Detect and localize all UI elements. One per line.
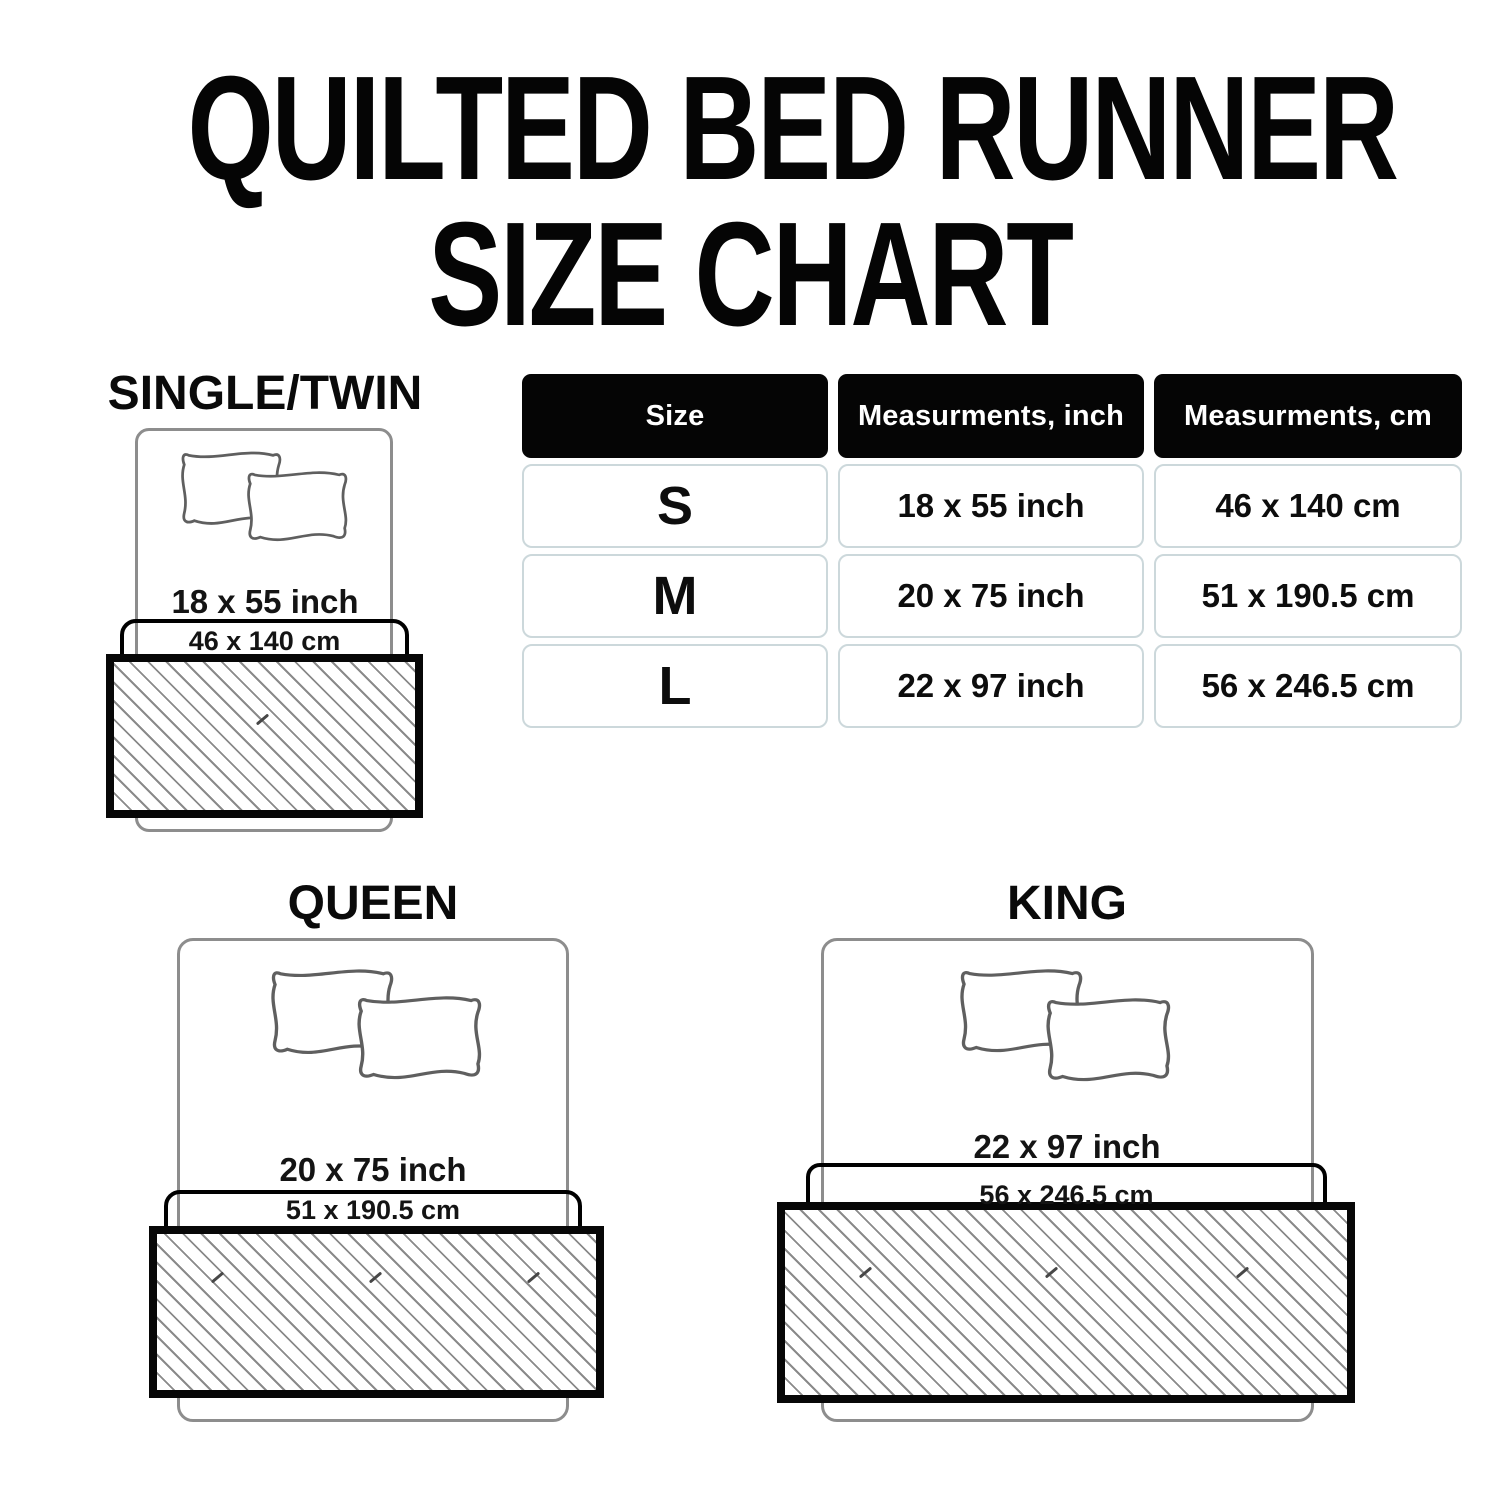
- dimension-cm-king: 56 x 246.5 cm: [979, 1180, 1154, 1210]
- table-cell-l-inch: 22 x 97 inch: [838, 644, 1144, 728]
- stitch-mark-icon: [210, 1272, 223, 1284]
- section-label-single-twin: SINGLE/TWIN: [107, 367, 423, 420]
- size-table: [522, 374, 1462, 728]
- page-title-line2: SIZE CHART: [428, 192, 1072, 357]
- table-header-size: Size: [522, 374, 828, 458]
- pillow-icon: [351, 990, 487, 1085]
- stitch-mark-icon: [859, 1267, 872, 1279]
- section-label-queen: QUEEN: [287, 877, 459, 930]
- stitch-mark-icon: [256, 714, 269, 726]
- table-cell-s-inch: 18 x 55 inch: [838, 464, 1144, 548]
- dimension-inch-queen: 20 x 75 inch: [279, 1151, 467, 1188]
- table-cell-m-cm: 51 x 190.5 cm: [1154, 554, 1462, 638]
- table-cell-m-size: M: [522, 554, 828, 638]
- table-cell-s-size: S: [522, 464, 828, 548]
- section-label-king: KING: [1007, 877, 1127, 930]
- dimension-cm-queen: 51 x 190.5 cm: [285, 1195, 461, 1225]
- pillow-icon: [1040, 992, 1176, 1087]
- stitch-mark-icon: [1044, 1267, 1057, 1279]
- dimension-inch-king: 22 x 97 inch: [973, 1128, 1161, 1165]
- bed-runner-swatch-single-twin: [106, 654, 423, 818]
- stitch-mark-icon: [369, 1272, 382, 1284]
- table-cell-s-cm: 46 x 140 cm: [1154, 464, 1462, 548]
- pillow-icon: [242, 466, 352, 546]
- table-cell-m-inch: 20 x 75 inch: [838, 554, 1144, 638]
- bed-runner-swatch-king: [777, 1202, 1355, 1403]
- table-cell-l-size: L: [522, 644, 828, 728]
- stitch-mark-icon: [1235, 1267, 1248, 1279]
- table-header-cm: Measurments, cm: [1154, 374, 1462, 458]
- page-title: [0, 46, 1500, 357]
- table-cell-l-cm: 56 x 246.5 cm: [1154, 644, 1462, 728]
- page-title-line1: QUILTED BED RUNNER: [187, 46, 1397, 211]
- dimension-cm-single-twin: 46 x 140 cm: [188, 626, 341, 656]
- bed-runner-swatch-queen: [149, 1226, 604, 1398]
- stitch-mark-icon: [527, 1272, 540, 1284]
- dimension-inch-single-twin: 18 x 55 inch: [171, 583, 359, 620]
- table-header-inch: Measurments, inch: [838, 374, 1144, 458]
